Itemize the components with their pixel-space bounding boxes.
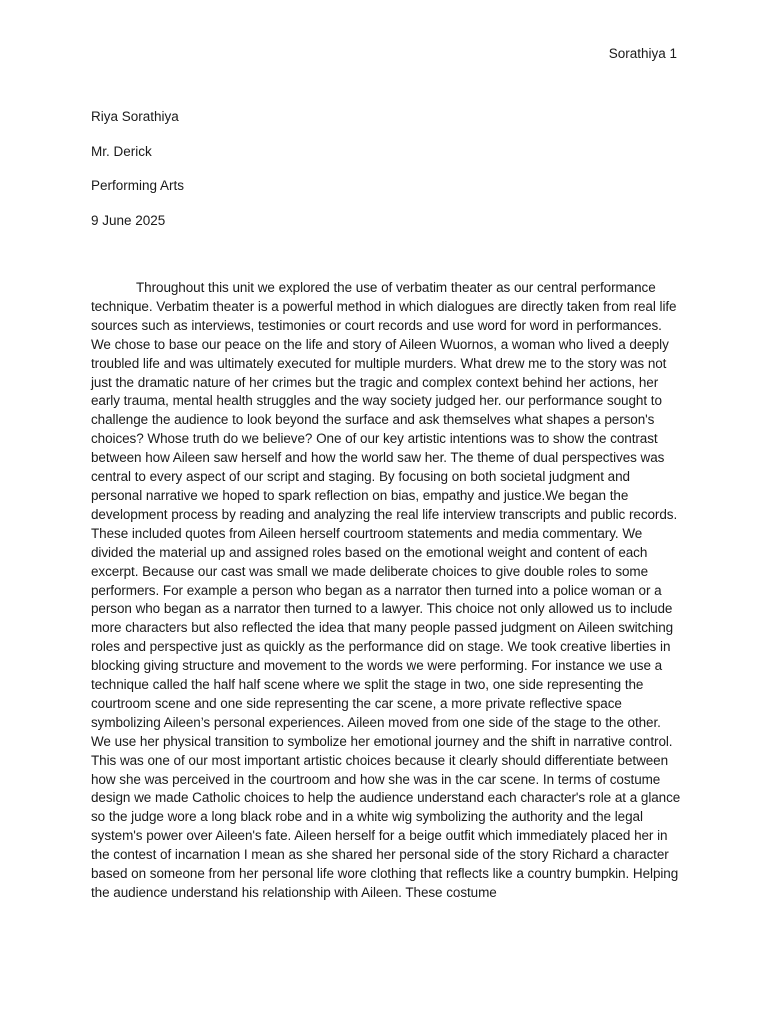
mla-heading (91, 108, 184, 246)
body-paragraph: Throughout this unit we explored the use of verbatim theater as our central performance technique. Verbatim theater is a powerful method in which dialogues are directly taken from real life sources such as interviews, testimonies or court records and use word for word in performances. We chose to base our peace on the life and story of Aileen Wuornos, a woman who lived a deeply troubled life and was ultimately executed for multiple murders. What drew me to the story was not just the dramatic nature of her crimes but the tragic and complex context behind her actions, her early trauma, mental health struggles and the way society judged her. our performance sought to challenge the audience to look beyond the surface and ask themselves what shapes a person's choices? Whose truth do we believe? One of our key artistic intentions was to show the contrast between how Aileen saw herself and how the world saw her. The theme of dual perspectives was central to every aspect of our script and staging. By focusing on both societal judgment and personal narrative we hoped to spark reflection on bias, empathy and justice.We began the development process by reading and analyzing the real life interview transcripts and public records. These included quotes from Aileen herself courtroom statements and media commentary. We divided the material up and assigned roles based on the emotional weight and content of each excerpt. Because our cast was small we made deliberate choices to give double roles to some performers. For example a person who began as a narrator then turned into a police woman or a person who began as a narrator then turned to a lawyer. This choice not only allowed us to include more characters but also reflected the idea that many people passed judgment on Aileen switching roles and perspective just as quickly as the performance did on stage. We took creative liberties in blocking giving structure and movement to the words we were performing. For instance we use a technique called the half half scene where we split the stage in two, one side representing the courtroom scene and one side representing the car scene, a more private reflective space symbolizing Aileen’s personal experiences. Aileen moved from one side of the stage to the other. We use her physical transition to symbolize her emotional journey and the shift in narrative control. This was one of our most important artistic choices because it clearly should differentiate between how she was perceived in the courtroom and how she was in the car scene. In terms of costume design we made Catholic choices to help the audience understand each character's role at a glance so the judge wore a long black robe and in a white wig symbolizing the authority and the legal system's power over Aileen's fate. Aileen herself for a beige outfit which immediately placed her in the contest of incarnation I mean as she shared her personal side of the story Richard a character based on someone from her personal life wore clothing that reflects like a country bumpkin. Helping the audience understand his relationship with Aileen. These costume (91, 280, 681, 900)
course-name: Performing Arts (91, 178, 185, 193)
running-header: Sorathiya 1 (608, 46, 677, 61)
student-name: Riya Sorathiya (91, 109, 179, 124)
document-date: 9 June 2025 (91, 212, 166, 228)
teacher-name: Mr. Derick (91, 143, 152, 159)
